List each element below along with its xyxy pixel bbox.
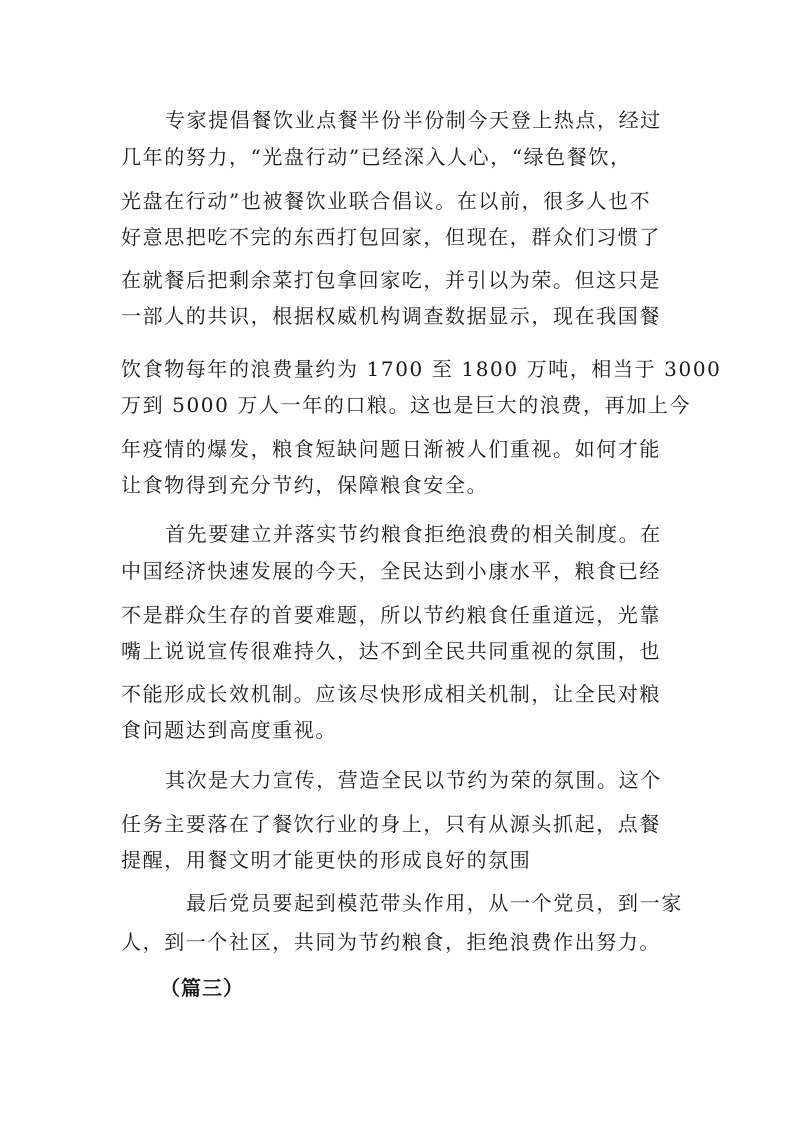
- paragraph-3-line-1: 其次是大力宣传，营造全民以节约为荣的氛围。这个: [165, 768, 662, 792]
- paragraph-4-line-1: 最后党员要起到模范带头作用，从一个党员，到一家: [186, 891, 683, 915]
- paragraph-1-line-2: 几年的努力，“光盘行动”已经深入人心，“绿色餐饮，: [121, 145, 632, 169]
- paragraph-1-line-8: 万到 5000 万人一年的口粮。这也是巨大的浪费，再加上今: [121, 393, 692, 417]
- paragraph-1-line-1: 专家提倡餐饮业点餐半份半份制今天登上热点，经过: [165, 108, 662, 132]
- paragraph-1-line-4: 好意思把吃不完的东西打包回家，但现在，群众们习惯了: [121, 225, 661, 249]
- paragraph-1-line-3: 光盘在行动”也被餐饮业联合倡议。在以前，很多人也不: [121, 189, 652, 213]
- paragraph-1-line-9: 年疫情的爆发，粮食短缺问题日渐被人们重视。如何才能: [121, 437, 661, 461]
- paragraph-2-line-6: 食问题达到高度重视。: [121, 718, 337, 742]
- paragraph-2-line-5: 不能形成长效机制。应该尽快形成相关机制，让全民对粮: [121, 682, 661, 706]
- paragraph-1-line-6: 一部人的共识，根据权威机构调查数据显示，现在我国餐: [121, 304, 661, 328]
- paragraph-2-line-3: 不是群众生存的首要难题，所以节约粮食任重道远，光靠: [121, 603, 661, 627]
- paragraph-1-line-7: 饮食物每年的浪费量约为 1700 至 1800 万吨，相当于 3000: [121, 357, 722, 381]
- paragraph-3-line-2: 任务主要落在了餐饮行业的身上，只有从源头抓起，点餐: [121, 812, 661, 836]
- paragraph-1-line-5: 在就餐后把剩余菜打包拿回家吃，并引以为荣。但这只是: [121, 268, 661, 292]
- paragraph-3-line-3: 提醒，用餐文明才能更快的形成良好的氛围: [121, 848, 532, 872]
- paragraph-2-line-2: 中国经济快速发展的今天，全民达到小康水平，粮食已经: [121, 559, 661, 583]
- section-heading: （篇三）: [160, 976, 244, 1000]
- paragraph-1-line-10: 让食物得到充分节约，保障粮食安全。: [121, 473, 489, 497]
- paragraph-4-line-2: 人，到一个社区，共同为节约粮食，拒绝浪费作出努力。: [121, 930, 661, 954]
- paragraph-2-line-4: 嘴上说说宣传很难持久，达不到全民共同重视的氛围，也: [121, 639, 661, 663]
- paragraph-2-line-1: 首先要建立并落实节约粮食拒绝浪费的相关制度。在: [165, 522, 662, 546]
